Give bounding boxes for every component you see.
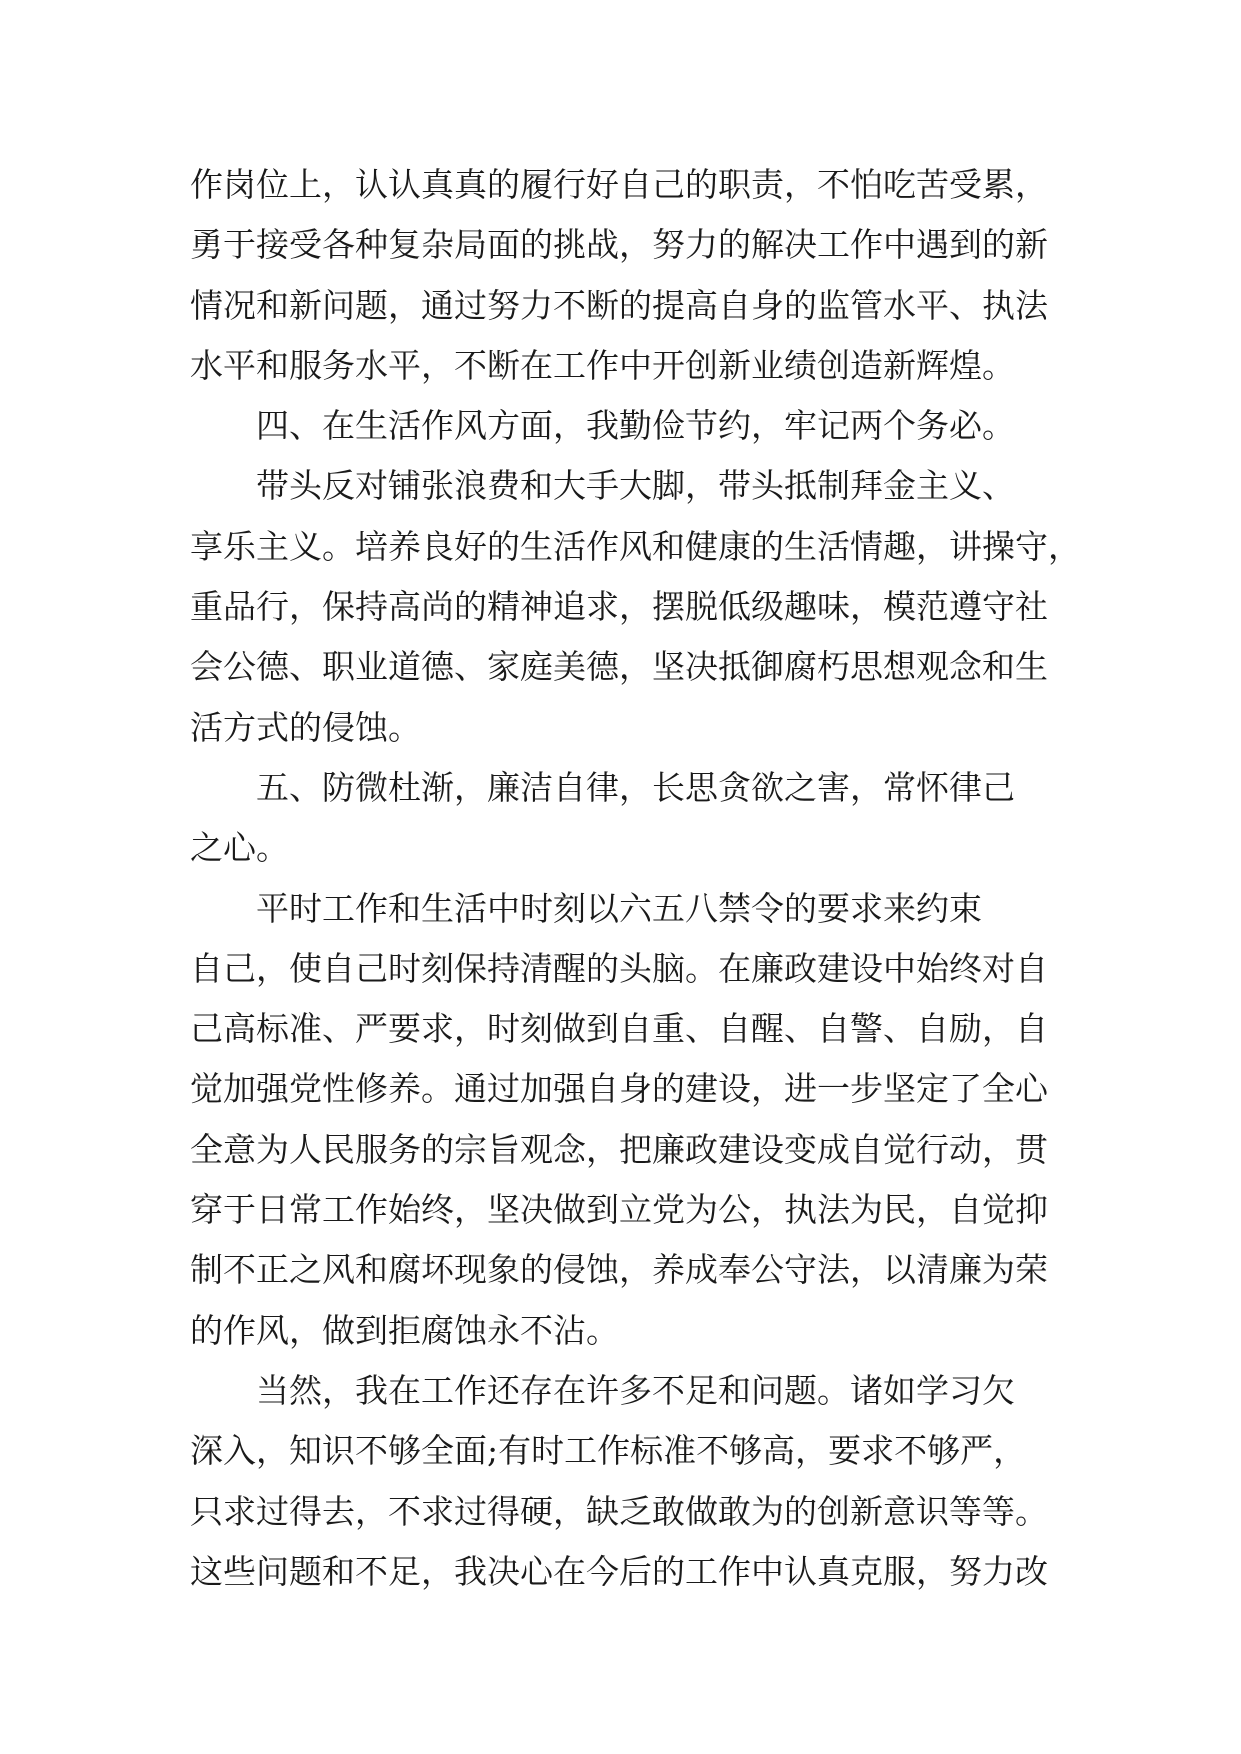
- text-line: 活方式的侵蚀。: [190, 707, 421, 747]
- paragraph-integrity: [190, 879, 1056, 1361]
- text-line: 制不正之风和腐坏现象的侵蚀，养成奉公守法，以清廉为荣: [190, 1250, 1048, 1290]
- text-line: 的作风，做到拒腐蚀永不沾。: [190, 1310, 619, 1350]
- text-line: 重品行，保持高尚的精神追求，摆脱低级趣味，模范遵守社: [190, 587, 1048, 627]
- section-heading-five: [190, 758, 1056, 879]
- paragraph-continuation: [190, 155, 1056, 396]
- text-line: 带头反对铺张浪费和大手大脚，带头抵制拜金主义、: [256, 466, 1015, 506]
- text-line: 五、防微杜渐，廉洁自律，长思贪欲之害，常怀律己: [256, 767, 1015, 807]
- text-line: 觉加强党性修养。通过加强自身的建设，进一步坚定了全心: [190, 1069, 1048, 1109]
- text-line: 全意为人民服务的宗旨观念，把廉政建设变成自觉行动，贯: [190, 1129, 1048, 1169]
- text-line: 穿于日常工作始终，坚决做到立党为公，执法为民，自觉抑: [190, 1190, 1048, 1230]
- document-body: [190, 155, 1081, 1602]
- text-line: 情况和新问题，通过努力不断的提高自身的监管水平、执法: [190, 285, 1048, 325]
- text-line: 享乐主义。培养良好的生活作风和健康的生活情趣，讲操守，: [190, 526, 1081, 566]
- text-line: 之心。: [190, 828, 289, 868]
- text-line: 作岗位上，认认真真的履行好自己的职责，不怕吃苦受累，: [190, 165, 1048, 204]
- text-line: 勇于接受各种复杂局面的挑战，努力的解决工作中遇到的新: [190, 225, 1048, 265]
- text-line: 平时工作和生活中时刻以六五八禁令的要求来约束: [256, 888, 982, 928]
- section-heading-four: [190, 396, 1056, 456]
- text-line: 四、在生活作风方面，我勤俭节约，牢记两个务必。: [256, 406, 1015, 446]
- text-line: 水平和服务水平，不断在工作中开创新业绩创造新辉煌。: [190, 345, 1015, 385]
- text-line: 只求过得去，不求过得硬，缺乏敢做敢为的创新意识等等。: [190, 1491, 1048, 1531]
- text-line: 己高标准、严要求，时刻做到自重、自醒、自警、自励，自: [190, 1009, 1048, 1049]
- text-line: 深入，知识不够全面;有时工作标准不够高，要求不够严，: [190, 1431, 1027, 1471]
- paragraph-lifestyle: [190, 456, 1081, 757]
- text-line: 会公德、职业道德、家庭美德，坚决抵御腐朽思想观念和生: [190, 647, 1048, 687]
- text-line: 自己，使自己时刻保持清醒的头脑。在廉政建设中始终对自: [190, 948, 1048, 988]
- text-line: 这些问题和不足，我决心在今后的工作中认真克服，努力改: [190, 1551, 1048, 1591]
- text-line: 当然，我在工作还存在许多不足和问题。诸如学习欠: [256, 1370, 1015, 1410]
- paragraph-shortcomings: [190, 1361, 1056, 1602]
